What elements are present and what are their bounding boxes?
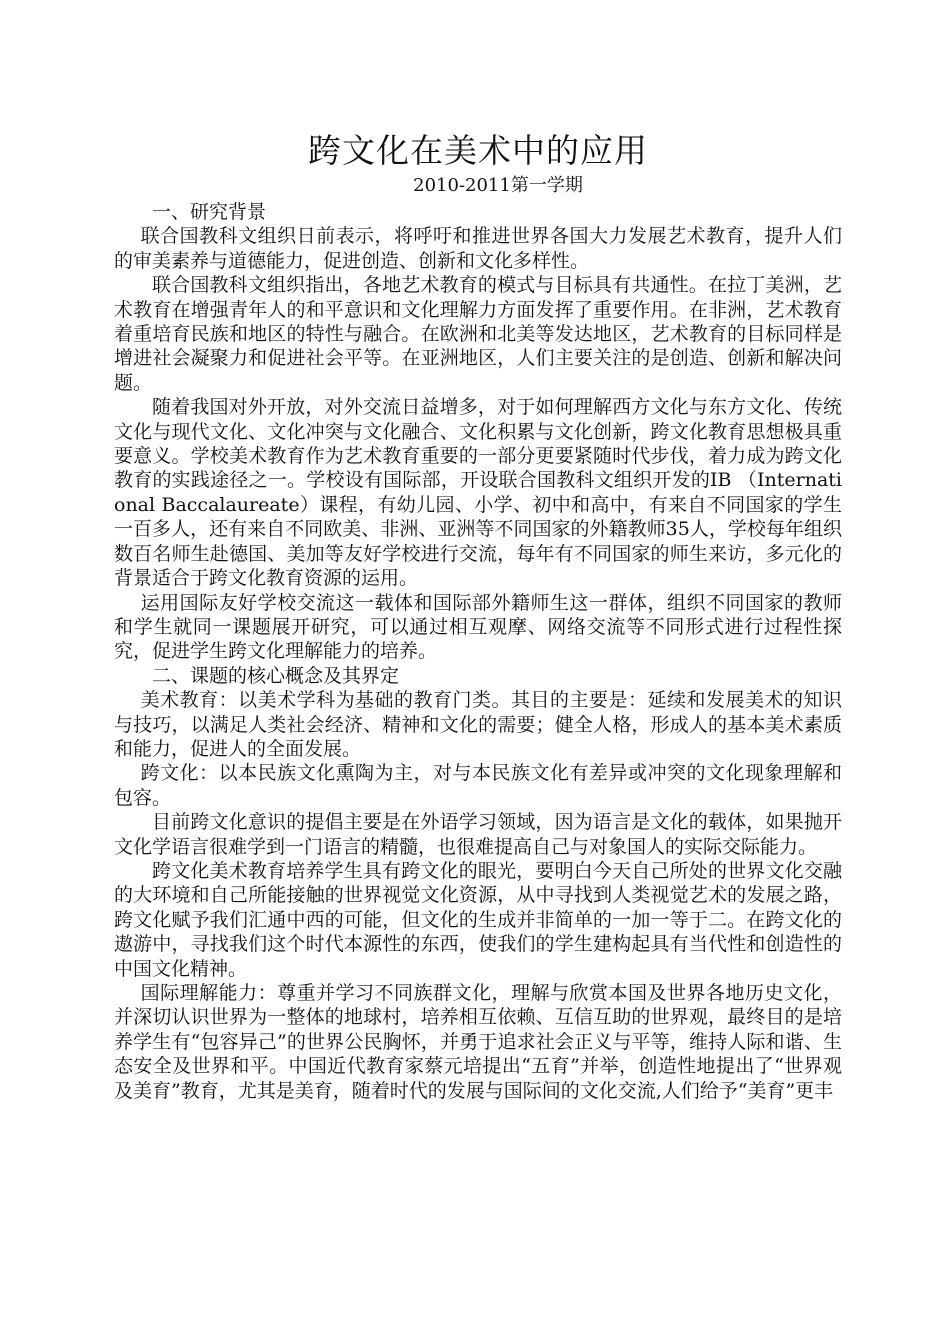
paragraph-unesco-call: 联合国教科文组织日前表示，将呼吁和推进世界各国大力发展艺术教育，提升人们的审美素养与道德能力，促进创造、创新和文化多样性。	[114, 225, 842, 272]
document-title: 跨文化在美术中的应用	[308, 131, 648, 170]
section-heading-core-concepts: 二、课题的核心概念及其界定	[152, 664, 400, 687]
paragraph-opening-up: 随着我国对外开放，对外交流日益增多，对于如何理解西方文化与东方文化、传统文化与现代文化、文化冲突与文化融合、文化积累与文化创新，跨文化教育思想极具重要意义。学校美术教育作为艺术教育重要的一部分更要紧随时代步伐，着力成为跨文化教育的实践途径之一。学校设有国际部，开设联合国教科文组织开发的IB （International Baccalaureate）课程，有幼儿园、小学、初中和高中，有来自不同国家的学生一百多人，还有来自不同欧美、非洲、亚洲等不同国家的外籍教师35人，学校每年组织数百名师生赴德国、美加等友好学校进行交流，每年有不同国家的师生来访，多元化的背景适合于跨文化教育资源的运用。	[114, 396, 842, 590]
paragraph-international-understanding: 国际理解能力：尊重并学习不同族群文化，理解与欣赏本国及世界各地历史文化，并深切认识世界为一整体的地球村，培养相互依赖、互信互助的世界观，最终目的是培养学生有“包容异己”的世界公民胸怀，并勇于追求社会正义与平等，维持人际和谐、生态安全及世界和平。中国近代教育家蔡元培提出“五育”并举，创造性地提出了“世界观及美育”教育，尤其是美育，随着时代的发展与国际间的文化交流,人们给予“美育”更丰	[114, 982, 842, 1102]
paragraph-unesco-regions: 联合国教科文组织指出，各地艺术教育的模式与目标具有共通性。在拉丁美洲，艺术教育在增强青年人的和平意识和文化理解力方面发挥了重要作用。在非洲，艺术教育着重培育民族和地区的特性与融合。在欧洲和北美等发达地区，艺术教育的目标同样是增进社会凝聚力和促进社会平等。在亚洲地区，人们主要关注的是创造、创新和解决问题。	[114, 274, 842, 394]
paragraph-international-exchange: 运用国际友好学校交流这一载体和国际部外籍师生这一群体，组织不同国家的教师和学生就同一课题展开研究，可以通过相互观摩、网络交流等不同形式进行过程性探究，促进学生跨文化理解能力的培养。	[114, 591, 842, 663]
document-term: 2010-2011第一学期	[413, 175, 583, 196]
paragraph-cross-culture: 跨文化：以本民族文化熏陶为主，对与本民族文化有差异或冲突的文化现象理解和包容。	[114, 762, 842, 809]
paragraph-foreign-language: 目前跨文化意识的提倡主要是在外语学习领域，因为语言是文化的载体，如果抛开文化学语言很难学到一门语言的精髓，也很难提高自己与对象国人的实际交际能力。	[114, 811, 842, 858]
document-page	[114, 128, 842, 1103]
section-heading-background: 一、研究背景	[152, 201, 267, 223]
paragraph-art-education: 美术教育：以美术学科为基础的教育门类。其目的主要是：延续和发展美术的知识与技巧，以满足人类社会经济、精神和文化的需要；健全人格，形成人的基本美术素质和能力，促进人的全面发展。	[114, 689, 842, 760]
paragraph-cross-culture-art: 跨文化美术教育培养学生具有跨文化的眼光，要明白今天自己所处的世界文化交融的大环境和自己所能接触的世界视觉文化资源，从中寻找到人类视觉艺术的发展之路，跨文化赋予我们汇通中西的可能，但文化的生成并非简单的一加一等于二。在跨文化的遨游中，寻找我们这个时代本源性的东西，使我们的学生建构起具有当代性和创造性的中国文化精神。	[114, 859, 842, 980]
